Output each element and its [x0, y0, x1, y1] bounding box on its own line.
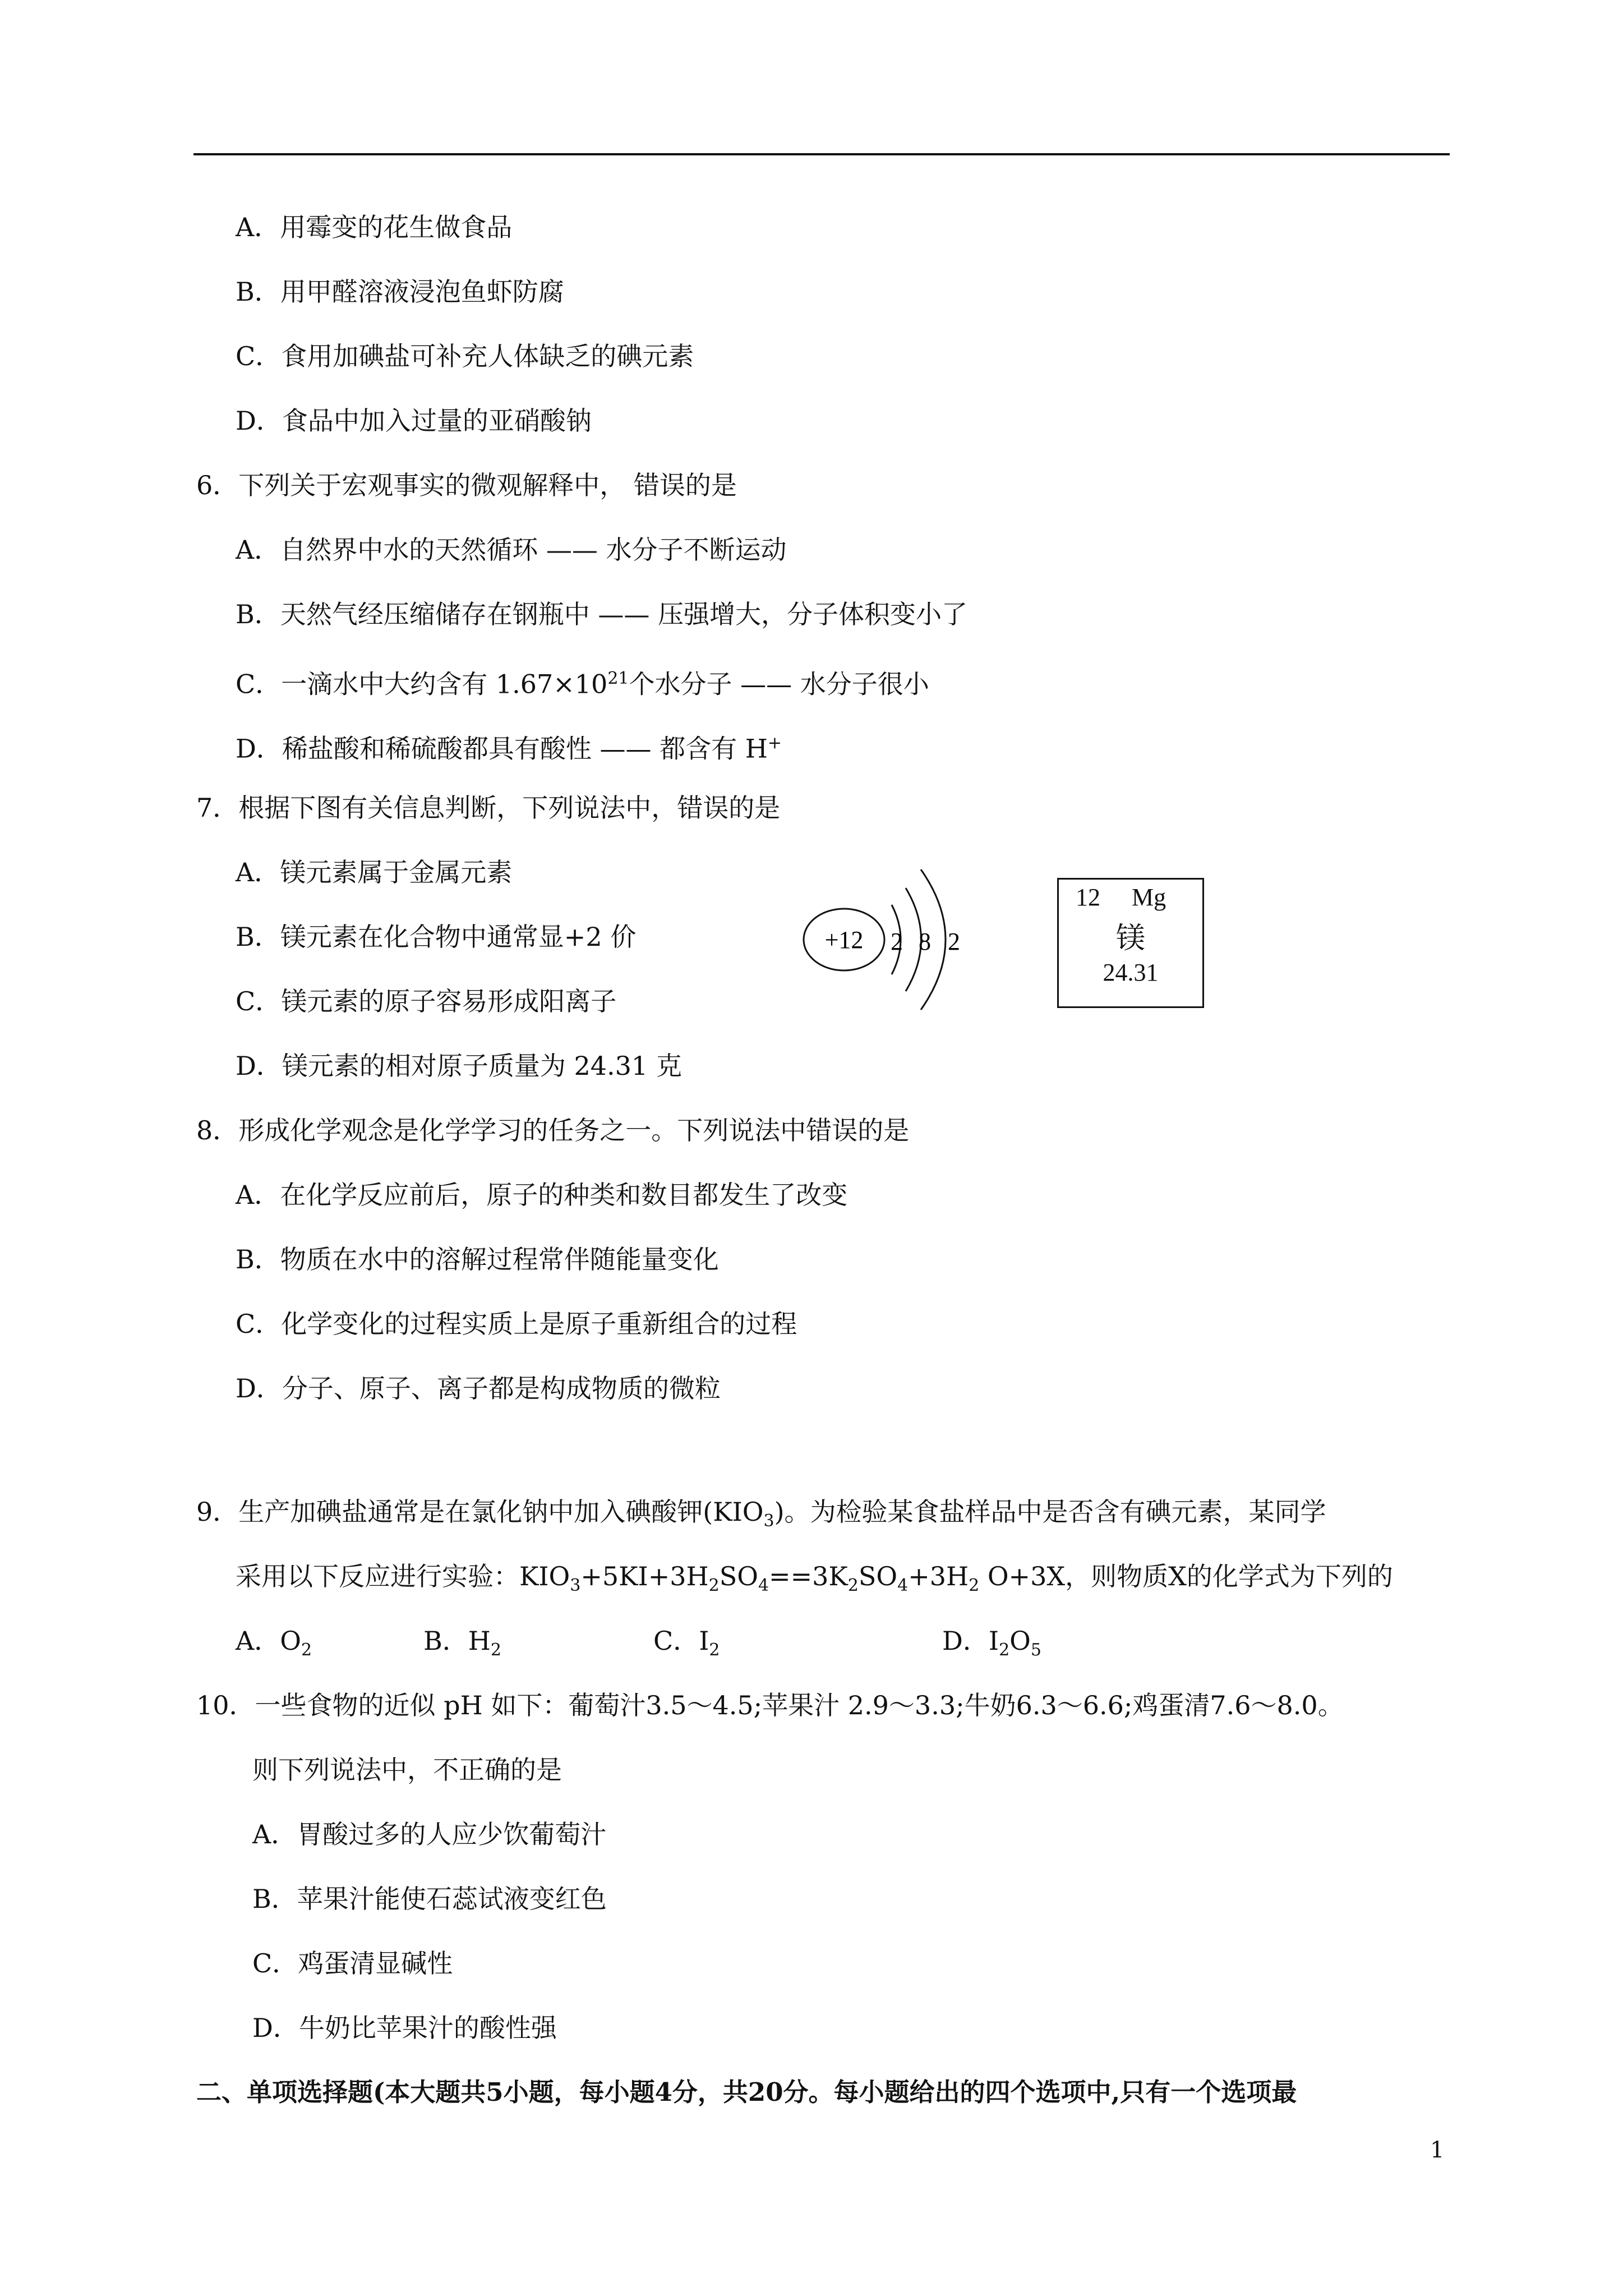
q8-option-c: C．化学变化的过程实质上是原子重新组合的过程: [236, 1309, 797, 1339]
q8-option-b: B．物质在水中的溶解过程常伴随能量变化: [236, 1244, 719, 1274]
q7-stem: 7．根据下图有关信息判断，下列说法中，错误的是: [196, 793, 781, 823]
q9-option-d: D．$I_2O_5$: [942, 1626, 1041, 1660]
q5-option-b: B．用甲醛溶液浸泡鱼虾防腐: [236, 277, 564, 307]
atomic-number: 12: [1076, 884, 1100, 911]
q6-option-a: A．自然界中水的天然循环 —— 水分子不断运动: [236, 535, 787, 565]
nucleus-charge: +12: [824, 926, 864, 954]
q9-stem-line-2: 采用以下反应进行实验：$KIO_3+5KI+3H_2SO_4==3K_2SO_4+3H_2$ O+3X，则物质X的化学式为下列的: [236, 1561, 1393, 1596]
q6-option-d: D．稀盐酸和稀硫酸都具有酸性 —— 都含有 H+: [236, 733, 782, 764]
q8-stem: 8．形成化学观念是化学学习的任务之一。下列说法中错误的是: [196, 1115, 910, 1145]
q7-option-b: B．镁元素在化合物中通常显+2 价: [236, 922, 637, 952]
element-symbol: Mg: [1132, 884, 1166, 911]
q5-option-a: A．用霉变的花生做食品: [236, 212, 513, 242]
section-2-heading: 二、单项选择题(本大题共5小题，每小题4分，共20分。每小题给出的四个选项中,只有一个选项最: [196, 2077, 1297, 2107]
q10-option-c: C．鸡蛋清显碱性: [252, 1948, 453, 1978]
q8-option-a: A．在化学反应前后，原子的种类和数目都发生了改变: [236, 1180, 848, 1210]
magnesium-atom-structure-diagram: [796, 855, 987, 1024]
q7-option-a: A．镁元素属于金属元素: [236, 857, 513, 887]
q9-stem-line-1: 9．生产加碘盐通常是在氯化钠中加入碘酸钾$(KIO_3)$。为检验某食盐样品中是否含有碘元素，某同学: [196, 1497, 1326, 1531]
q10-stem-line-2: 则下列说法中，不正确的是: [252, 1755, 562, 1785]
q9-option-c: C．$I_2$: [653, 1626, 720, 1660]
q10-option-a: A．胃酸过多的人应少饮葡萄汁: [252, 1819, 607, 1849]
page-number: 1: [1430, 2137, 1445, 2163]
shell-3-electrons: 2: [948, 928, 960, 955]
q10-option-d: D．牛奶比苹果汁的酸性强: [252, 2013, 557, 2043]
q9-option-a: A．$O_2$: [236, 1626, 312, 1660]
q8-option-d: D．分子、原子、离子都是构成物质的微粒: [236, 1373, 721, 1404]
element-name: 镁: [1115, 922, 1145, 955]
shell-2-electrons: 8: [919, 928, 931, 955]
q6-option-c: C．一滴水中大约含有 $1.67\times 10^{21}$个水分子 —— 水分子很小: [236, 669, 929, 700]
q7-option-d: D．镁元素的相对原子质量为 24.31 克: [236, 1051, 682, 1081]
header-rule: [193, 153, 1450, 155]
atomic-mass: 24.31: [1103, 959, 1159, 986]
q6-option-b: B．天然气经压缩储存在钢瓶中 —— 压强增大，分子体积变小了: [236, 599, 968, 629]
q5-option-d: D．食品中加入过量的亚硝酸钠: [236, 406, 592, 436]
q9-option-b: B．$H_2$: [423, 1626, 502, 1660]
periodic-element-card: [1057, 878, 1204, 1008]
shell-1-electrons: 2: [891, 928, 903, 955]
q5-option-c: C．食用加碘盐可补充人体缺乏的碘元素: [236, 341, 694, 371]
q6-stem: 6．下列关于宏观事实的微观解释中， 错误的是: [196, 470, 737, 500]
q10-stem-line-1: 10．一些食物的近似 pH 如下：葡萄汁3.5～4.5;苹果汁 2.9～3.3;牛奶6.3～6.6;鸡蛋清7.6～8.0。: [196, 1690, 1344, 1720]
q10-option-b: B．苹果汁能使石蕊试液变红色: [252, 1884, 607, 1914]
q7-option-c: C．镁元素的原子容易形成阳离子: [236, 986, 617, 1016]
